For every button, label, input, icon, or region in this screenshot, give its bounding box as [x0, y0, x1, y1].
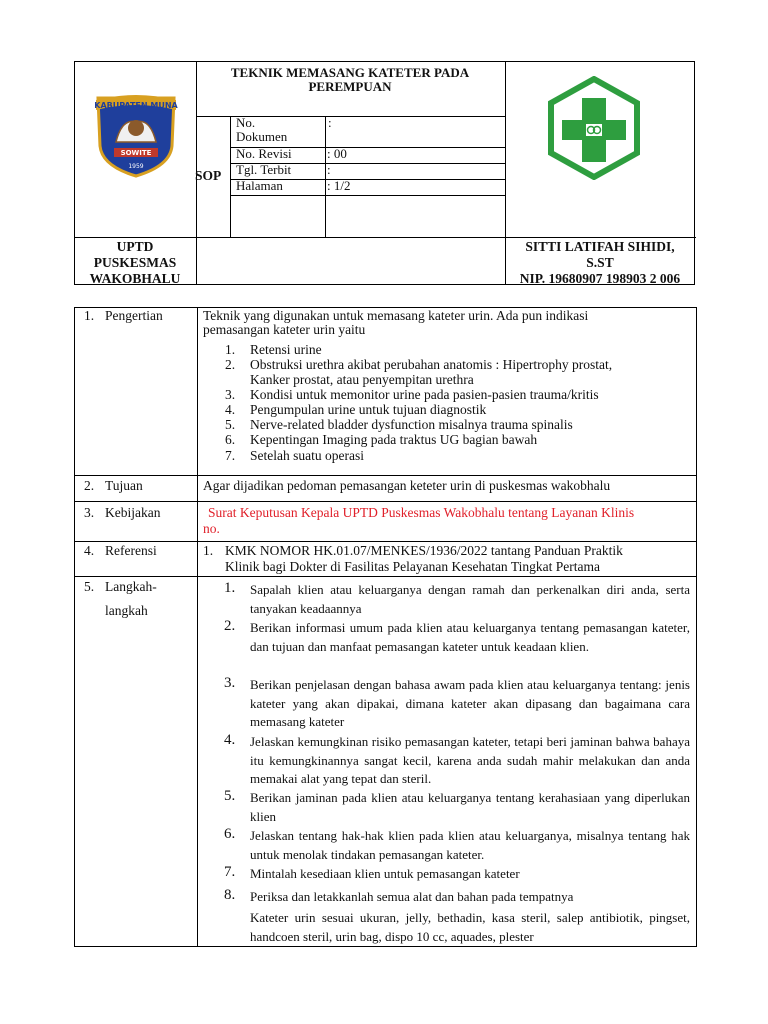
indication-num: 3. [225, 387, 236, 402]
puskesmas-logo [546, 76, 642, 180]
signer-title: S.ST [586, 255, 614, 270]
row-label-langkah-1: Langkah- [105, 579, 157, 594]
organization-name [76, 239, 194, 287]
procedure-step [224, 865, 690, 884]
indication-num: 6. [225, 432, 236, 447]
indication-num: 1. [225, 342, 236, 357]
indication-text: Nerve-related bladder dysfunction misalnya trauma spinalis [250, 417, 573, 432]
meta-value-no-dokumen: : [328, 115, 332, 130]
meta-value-tgl-terbit: : [327, 162, 331, 177]
indication-num: 5. [225, 417, 236, 432]
indication-num: 7. [225, 448, 236, 463]
signer-nip: NIP. 19680907 198903 2 006 [519, 271, 681, 286]
row-label-referensi: Referensi [105, 543, 157, 558]
indication-text: Pengumpulan urine untuk tujuan diagnostik [250, 402, 487, 417]
indication-text: Kondisi untuk memonitor urine pada pasien-pasien trauma/kritis [250, 387, 599, 402]
meta-value-no-revisi: : 00 [327, 146, 347, 161]
step-text: Jelaskan kemungkinan risiko pemasangan kateter, tetapi beri jaminan bahwa bahaya itu kemungkinannya sangat kecil, karena anda sudah mahir melakukan dan anda memakai alat yang tepat dan steril. [250, 734, 690, 786]
tujuan-text: Agar dijadikan pedoman pemasangan keteter urin di puskesmas wakobhalu [203, 478, 611, 493]
referensi-num: 1. [203, 543, 214, 558]
indication-text-cont: Kanker prostat, atau penyempitan urethra [250, 372, 474, 387]
logo-motto: SOWITE [120, 149, 152, 157]
indication-text: Setelah suatu operasi [250, 448, 364, 463]
row-num-tujuan: 2. [84, 478, 95, 493]
row-label-kebijakan: Kebijakan [105, 505, 161, 520]
step-number: 3. [224, 675, 236, 691]
step-number: 5. [224, 788, 236, 804]
org-line-1: UPTD [116, 239, 154, 254]
pengertian-intro-1: Teknik yang digunakan untuk memasang kateter urin. Ada pun indikasi [203, 308, 589, 323]
indication-text: Obstruksi urethra akibat perubahan anatomis : Hipertrophy prostat, [250, 357, 613, 372]
row-num-kebijakan: 3. [84, 505, 95, 520]
document-title: TEKNIK MEMASANG KATETER PADA PEREMPUAN [230, 65, 470, 94]
kebijakan-text-2: no. [203, 521, 220, 536]
kabupaten-muna-logo [92, 88, 180, 178]
procedure-step [224, 581, 690, 618]
org-line-2: PUSKESMAS [93, 255, 177, 270]
step-text: Mintalah kesediaan klien untuk pemasangan kateter [250, 866, 520, 881]
step-number: 6. [224, 826, 236, 842]
meta-value-halaman: : 1/2 [327, 178, 351, 193]
signer-name: SITTI LATIFAH SIHIDI, [525, 239, 675, 254]
row-label-pengertian: Pengertian [105, 308, 163, 323]
indication-text: Retensi urine [250, 342, 322, 357]
step-text: Berikan informasi umum pada klien atau keluarganya tentang pemasangan kateter, dan tujuan dan manfaat pemasangan kateter untuk keadaan klien. [250, 620, 690, 654]
row-num-referensi: 4. [84, 543, 95, 558]
procedure-step [224, 827, 690, 864]
logo-year: 1959 [128, 163, 144, 170]
meta-label-tgl-terbit: Tgl. Terbit [236, 162, 292, 177]
procedure-step [224, 619, 690, 656]
meta-label-no-dokumen: No. Dokumen [236, 115, 288, 144]
kebijakan-text-1: Surat Keputusan Kepala UPTD Puskesmas Wakobhalu tentang Layanan Klinis [208, 505, 635, 520]
row-label-langkah-2: langkah [105, 603, 148, 618]
signer-block [505, 239, 695, 287]
row-num-langkah: 5. [84, 579, 95, 594]
equipment-text: Kateter urin sesuai ukuran, jelly, bethadin, kasa steril, salep antibiotik, pingset, handcoen steril, urin bag, dispo 10 cc, aquades, plester [250, 910, 690, 944]
procedure-step [224, 733, 690, 789]
equipment-list [224, 909, 690, 946]
procedure-step [224, 789, 690, 826]
indication-text: Kepentingan Imaging pada traktus UG bagian bawah [250, 432, 538, 447]
procedure-step [224, 676, 690, 732]
step-number: 8. [224, 887, 236, 903]
pengertian-intro-2: pemasangan kateter urin yaitu [203, 322, 366, 337]
row-label-tujuan: Tujuan [105, 478, 143, 493]
sop-label: SOP [195, 168, 222, 183]
meta-label-halaman: Halaman [236, 178, 283, 193]
referensi-text-1: KMK NOMOR HK.01.07/MENKES/1936/2022 tantang Panduan Praktik [225, 543, 623, 558]
step-number: 4. [224, 732, 236, 748]
step-text: Berikan penjelasan dengan bahasa awam pada klien atau keluarganya tentang: jenis kateter yang akan dipakai, dimana kateter akan dipasang dan bagaimana cara memasang kateter [250, 677, 690, 729]
meta-label-no-revisi: No. Revisi [236, 146, 292, 161]
logo-text: KABUPATEN MUNA [94, 101, 178, 110]
indication-num: 2. [225, 357, 236, 372]
step-text: Berikan jaminan pada klien atau keluarganya tentang kerahasiaan yang diperlukan klien [250, 790, 690, 824]
procedure-step [224, 888, 690, 907]
referensi-text-2: Klinik bagi Dokter di Fasilitas Pelayanan Kesehatan Tingkat Pertama [225, 559, 600, 574]
step-number: 2. [224, 618, 236, 634]
row-num-pengertian: 1. [84, 308, 95, 323]
step-number: 1. [224, 580, 236, 596]
org-line-3: WAKOBHALU [89, 271, 181, 286]
step-text: Sapalah klien atau keluarganya dengan ramah dan perkenalkan diri anda, serta tanyakan keadaannya [250, 582, 690, 616]
step-text: Periksa dan letakkanlah semua alat dan bahan pada tempatnya [250, 889, 574, 904]
step-number: 7. [224, 864, 236, 880]
indication-num: 4. [225, 402, 236, 417]
step-text: Jelaskan tentang hak-hak klien pada klien atau keluarganya, misalnya tentang hak untuk menolak tindakan pemasangan kateter. [250, 828, 690, 862]
